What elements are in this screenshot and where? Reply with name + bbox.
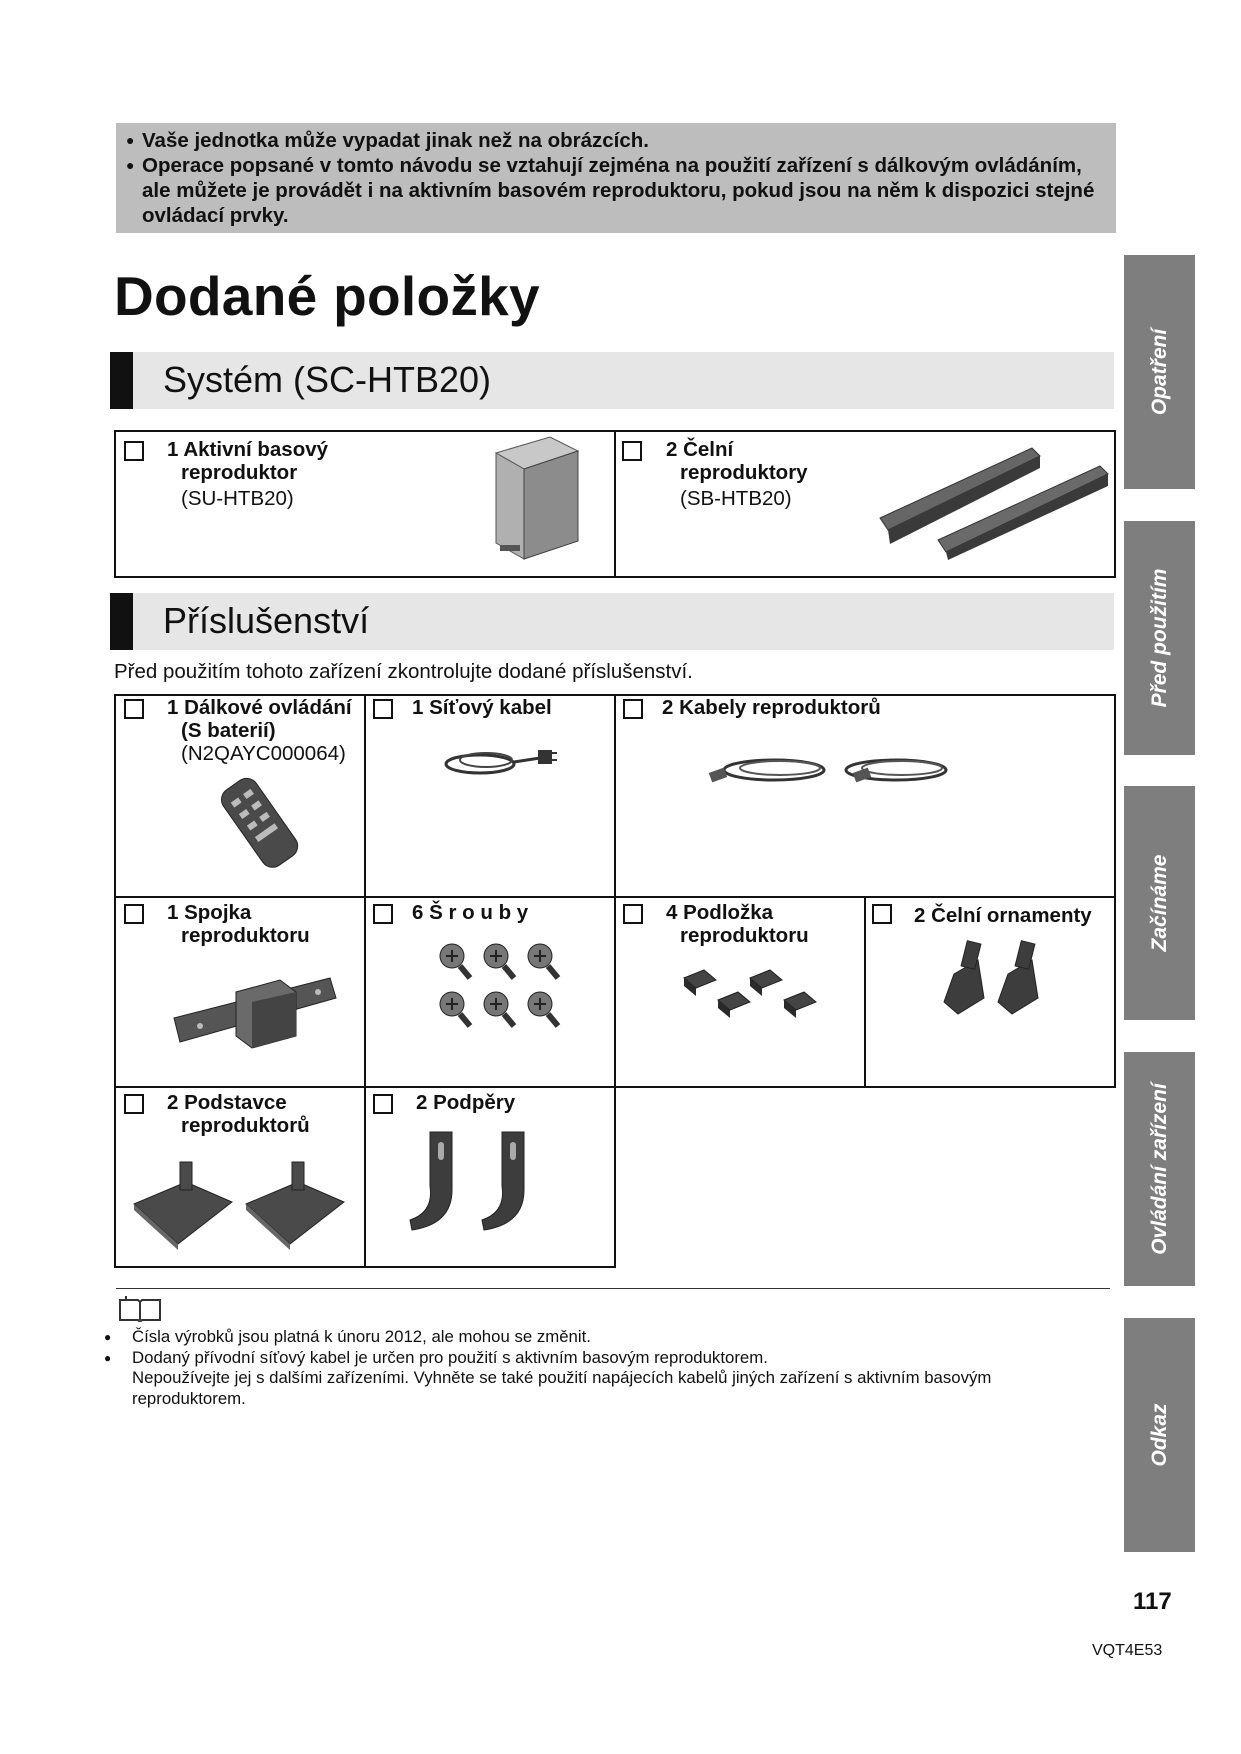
checkbox-front-ornaments[interactable]	[872, 904, 892, 924]
section-header-system	[110, 352, 1114, 409]
top-note-line: ● Vaše jednotka může vypadat jinak než na obrázcích.	[126, 128, 1104, 153]
side-tab-reference[interactable]: Odkaz	[1124, 1318, 1195, 1552]
section-title: Systém (SC-HTB20)	[163, 359, 492, 400]
connector-image	[170, 958, 340, 1068]
item-screws: 6 Š r o u b y	[412, 901, 529, 924]
item-speaker-pads: 4 Podložka reproduktoru	[666, 901, 809, 947]
speaker-stands-image	[132, 1156, 358, 1252]
item-front-ornaments: 2 Čelní ornamenty	[914, 904, 1092, 927]
item-subwoofer: 1 Aktivní basový reproduktor (SU-HTB20)	[167, 438, 329, 510]
page-number: 117	[1133, 1588, 1172, 1615]
side-tab-precautions[interactable]: Opatření	[1124, 255, 1195, 489]
item-speaker-cables: 2 Kabely reproduktorů	[662, 696, 881, 719]
checkbox-screws[interactable]	[373, 904, 393, 924]
section-header-accessories	[110, 593, 1114, 650]
checkbox-subwoofer[interactable]	[124, 441, 144, 461]
accessories-intro: Před použitím tohoto zařízení zkontrolujte dodané příslušenství.	[114, 660, 693, 683]
notes-list	[104, 1327, 1064, 1409]
side-tab-before-use[interactable]: Před použitím	[1124, 521, 1195, 755]
checkbox-front-speakers[interactable]	[622, 441, 642, 461]
section-title: Příslušenství	[163, 600, 370, 641]
remote-image	[214, 772, 304, 872]
item-power-cable: 1 Síťový kabel	[412, 696, 552, 719]
item-remote: 1 Dálkové ovládání (S baterií) (N2QAYC000064)	[167, 696, 352, 765]
supports-image	[406, 1128, 554, 1234]
notes-divider	[116, 1288, 1110, 1289]
page-title: Dodané položky	[114, 265, 540, 327]
checkbox-speaker-cables[interactable]	[623, 699, 643, 719]
power-cable-image	[440, 738, 558, 778]
front-ornaments-image	[936, 938, 1056, 1016]
section-marker	[110, 593, 133, 650]
item-speaker-stands: 2 Podstavce reproduktorů	[167, 1091, 310, 1137]
section-marker	[110, 352, 133, 409]
checkbox-connector[interactable]	[124, 904, 144, 924]
checkbox-remote[interactable]	[124, 699, 144, 719]
side-tab-getting-started[interactable]: Začínáme	[1124, 786, 1195, 1020]
subwoofer-image	[488, 433, 580, 563]
checkbox-speaker-stands[interactable]	[124, 1094, 144, 1114]
front-speakers-image	[876, 440, 1112, 562]
doc-code: VQT4E53	[1092, 1642, 1163, 1659]
top-note-line: ● Operace popsané v tomto návodu se vztahují zejména na použití zařízení s dálkovým ovládáním, ale můžete je provádět i na aktivním basovém reproduktoru, pokud jsou na něm k dispozici stejné ovládací prvky.	[126, 153, 1104, 228]
book-icon	[118, 1296, 162, 1322]
note-item: Nepoužívejte jej s dalšími zařízeními. Vyhněte se také použití napájecích kabelů jiných zařízení s aktivním basovým reproduktorem.	[132, 1368, 992, 1408]
screws-image	[430, 938, 570, 1036]
note-item: ● Dodaný přívodní síťový kabel je určen pro použití s aktivním basovým reproduktorem.	[104, 1347, 768, 1367]
item-connector: 1 Spojka reproduktoru	[167, 901, 310, 947]
speaker-cables-image	[706, 746, 966, 796]
speaker-pads-image	[682, 966, 836, 1026]
checkbox-power-cable[interactable]	[373, 699, 393, 719]
top-note-box	[116, 123, 1116, 233]
item-supports: 2 Podpěry	[416, 1091, 516, 1114]
note-item: ● Čísla výrobků jsou platná k únoru 2012, ale mohou se změnit.	[104, 1327, 591, 1346]
checkbox-supports[interactable]	[373, 1094, 393, 1114]
item-front-speakers: 2 Čelní reproduktory (SB-HTB20)	[666, 438, 808, 510]
checkbox-speaker-pads[interactable]	[623, 904, 643, 924]
side-tab-operation[interactable]: Ovládání zařízení	[1124, 1052, 1195, 1286]
